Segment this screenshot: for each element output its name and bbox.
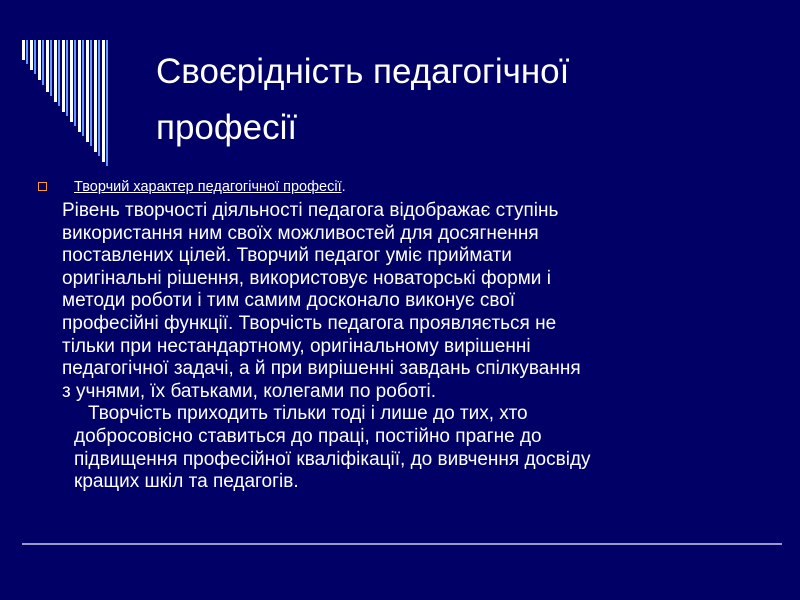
title-line-2: професії [156,108,298,147]
title-line-1: Своєрідність педагогічної [156,52,570,91]
p1-line-9: з учнями, їх батьками, колегами по роботі. [62,380,437,402]
p1-line-7: тільки при нестандартному, оригінальному вирішенні [62,335,531,357]
p1-line-1: Рівень творчості діяльності педагога відображає ступінь [62,200,559,221]
bullet-suffix: . [341,179,346,195]
p2-line-3: підвищення професійної кваліфікації, до вивчення досвіду [74,448,591,470]
bottom-divider [22,543,782,545]
slide-title [156,44,756,156]
square-bullet-icon [38,182,47,191]
bullet-link-text[interactable]: Творчий характер педагогічної професії [74,179,342,195]
decorative-stripes [0,40,150,170]
p1-line-4: оригінальні рішення, використовує новаторські форми і [62,267,551,289]
p2-line-2: добросовісно ставиться до праці, постійно прагне до [74,425,542,447]
p1-line-3: поставлених цілей. Творчий педагог уміє приймати [62,245,512,267]
p1-line-5: методи роботи і тим самим досконало виконує свої [62,290,516,312]
p2-line-1: Творчість приходить тільки тоді і лише до тих, хто [88,403,528,425]
slide-content [60,176,760,494]
p1-line-8: педагогічної задачі, а й при вирішенні завдань спілкування [62,358,581,380]
p1-line-2: використання ним своїх можливостей для досягнення [62,222,539,244]
paragraph-1 [60,200,760,403]
stripes-graphic [0,40,150,170]
p2-line-4: кращих шкіл та педагогів. [74,471,299,493]
paragraph-2 [60,403,760,493]
bullet-item [60,176,760,198]
p1-line-6: професійні функції. Творчість педагога проявляється не [62,312,557,334]
